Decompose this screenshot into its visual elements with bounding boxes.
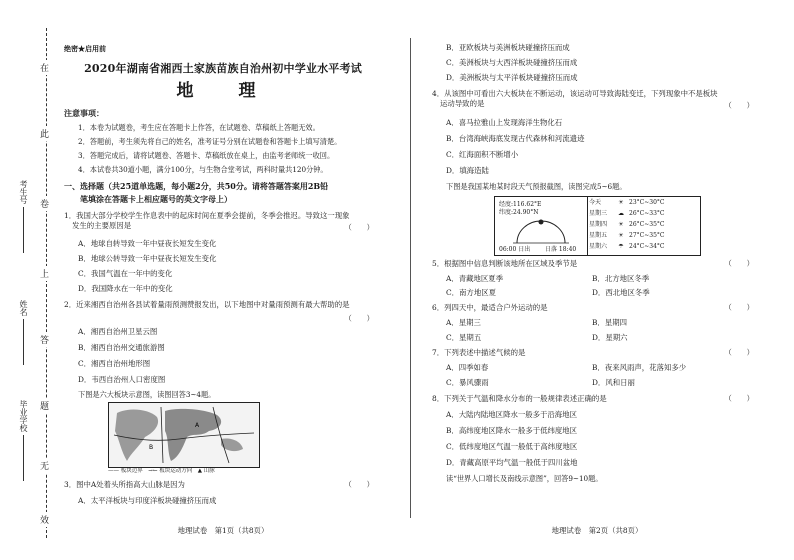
note-item: 1．本卷为试题卷，考生应在答题卡上作答，在试题卷、草稿纸上答题无效。 (78, 123, 320, 132)
weather-icon: ☁ (618, 210, 624, 218)
name-field[interactable] (18, 300, 29, 365)
question-text: 5．根据图中信息判断该地所在区域及季节是 (432, 259, 578, 268)
forecast-temp: 24°C~34°C (629, 243, 665, 251)
latitude: 纬度:24.90°N (499, 209, 539, 216)
note-item: 2．答题前，考生须先将自己的姓名，准考证号分别在试题卷和答题卡上填写清楚。 (78, 137, 342, 146)
option[interactable]: B．高纬度地区降水一般多于低纬度地区 (446, 426, 578, 435)
margin-char: 上 (40, 266, 49, 281)
question-6 (432, 303, 762, 313)
option[interactable]: B．台湾海峡海底发现古代森林和河流遗迹 (446, 134, 585, 143)
note-item: 4．本试卷共30道小题，满分100分，与生物合堂考试，两科时量共120分钟。 (78, 165, 328, 174)
plates-map (108, 402, 260, 468)
forecast-day: 星期三 (589, 210, 608, 218)
field-label: 毕业学校 (19, 400, 28, 432)
option[interactable]: A．太平洋板块与印度洋板块碰撞挤压而成 (78, 496, 217, 505)
option[interactable]: B．星期四 (592, 318, 627, 327)
forecast-temp: 23°C~30°C (629, 199, 665, 207)
map-label-b: B (149, 444, 154, 451)
option[interactable]: B．亚欧板块与美洲板块碰撞挤压而成 (446, 43, 570, 52)
margin-char: 此 (40, 126, 49, 141)
option[interactable]: C．暴风骤雨 (446, 378, 489, 387)
option[interactable]: A．湘西自治州卫星云图 (78, 327, 158, 336)
answer-paren: （ ） (724, 303, 754, 312)
option[interactable]: A．大陆内陆地区降水一般多于沿海地区 (446, 410, 577, 419)
option[interactable]: B．湘西自治州交通旅游图 (78, 343, 165, 352)
option[interactable]: A．星期三 (446, 318, 481, 327)
option[interactable]: D．星期六 (592, 333, 628, 342)
option[interactable]: D．填海造陆 (446, 166, 489, 175)
forecast-row (589, 220, 699, 231)
forecast-row (589, 242, 699, 253)
exam-title: 2020年湖南省湘西土家族苗族自治州初中学业水平考试 (84, 62, 362, 75)
margin-char: 效 (40, 512, 49, 527)
option[interactable]: B．北方地区冬季 (592, 274, 650, 283)
option[interactable]: B．地球公转导致一年中昼夜长短发生变化 (78, 254, 217, 263)
confidential-mark: 绝密★启用前 (64, 44, 106, 53)
question-text: 8．下列关于气温和降水分布的一般规律表述正确的是 (432, 394, 607, 403)
option[interactable]: B．夜来风雨声，花落知多少 (592, 363, 687, 372)
question-text: 发生的主要原因是 (72, 220, 132, 230)
margin-char: 卷 (40, 196, 49, 211)
forecast-row (589, 231, 699, 242)
page-footer: 地理试卷 第1页（共8页） (177, 526, 269, 535)
question-text: 6．列四天中，最适合户外运动的是 (432, 303, 548, 312)
sun-path-icon (513, 219, 569, 245)
answer-paren: （ ） (344, 480, 374, 489)
sunset-time: 日落 18:40 (545, 246, 577, 253)
sunrise-time: 06:00 日出 (499, 246, 531, 253)
section-heading-cont: 笔填涂在答题卡上相应题号的英文字母上） (80, 194, 232, 204)
q9-lead-text: 读“世界人口增长及南线示意图”，回答9~10题。 (446, 474, 603, 483)
margin-char: 在 (40, 60, 49, 75)
forecast-row (589, 209, 699, 220)
forecast-row (589, 198, 699, 209)
examinee-number-field[interactable] (18, 180, 29, 253)
daily-forecast (589, 198, 699, 253)
weather-icon: ☀ (618, 199, 624, 207)
option[interactable]: C．我国气温在一年中的变化 (78, 269, 173, 278)
question-text: 3．图中A处着头所指高大山脉是因为 (64, 480, 185, 489)
answer-paren: （ ） (724, 394, 754, 403)
margin-char: 题 (40, 398, 49, 413)
answer-paren: （ ） (724, 101, 754, 110)
forecast-day: 今天 (589, 199, 602, 207)
option[interactable]: C．星期五 (446, 333, 482, 342)
column-divider (410, 38, 411, 518)
option[interactable]: C．南方地区夏 (446, 288, 496, 297)
question-text: 1．我国大部分学校学生作息表中的起床时间在夏季会提前，冬季会推迟。导致这一现象 (64, 211, 350, 220)
option[interactable]: D．青藏高原平均气温一般低于四川盆地 (446, 458, 578, 467)
longitude: 经度:116.62°E (499, 201, 542, 208)
question-7 (432, 348, 762, 358)
map-lead-text: 下图是六大板块示意图，读图回答3~4题。 (78, 390, 216, 399)
option[interactable]: A．地球自转导致一年中昼夜长短发生变化 (78, 239, 217, 248)
note-item: 3．答题完成后，请将试题卷、答题卡、草稿纸放在桌上，由监考老师统一收回。 (78, 151, 335, 160)
option[interactable]: D．我国降水在一年中的变化 (78, 284, 173, 293)
forecast-day: 星期四 (589, 221, 608, 229)
weather-forecast-panel (494, 196, 701, 256)
question-text: 运动导致的是 (440, 98, 485, 108)
question-3 (64, 480, 382, 490)
margin-char: 无 (40, 458, 49, 473)
forecast-day: 星期五 (589, 232, 608, 240)
question-text: 2．近来湘西自治州各县试着量雨预测赞报发出，以下地图中对量雨预测有最大帮助的是 (64, 300, 350, 309)
map-legend: —— 板块边界 →← 板块运动方向 ▲ 山脉 (108, 468, 215, 474)
option[interactable]: A．喜马拉雅山上发现海洋生物化石 (446, 118, 563, 127)
location-panel (495, 197, 588, 255)
answer-paren: （ ） (344, 314, 374, 323)
world-map-image (109, 403, 259, 467)
weather-lead-text: 下图是我国某地某时段天气预报截图，读图完成5~6题。 (446, 182, 627, 191)
option[interactable]: A．四季如春 (446, 363, 489, 372)
weather-icon: ☀ (618, 221, 624, 229)
question-4 (432, 89, 762, 109)
option[interactable]: C．湘西自治州地形图 (78, 359, 151, 368)
section-heading: 一、选择题（共25道单选题，每小题2分，共50分。请将答题答案用2B铅 (64, 181, 329, 191)
forecast-temp: 26°C~35°C (629, 221, 665, 229)
option[interactable]: C．低纬度地区气温一般低于高纬度地区 (446, 442, 578, 451)
weather-icon: ☀ (618, 232, 624, 240)
forecast-day: 星期六 (589, 243, 608, 251)
notes-heading: 注意事项： (64, 108, 104, 118)
option[interactable]: C．美洲板块与大西洋板块碰撞挤压而成 (446, 58, 578, 67)
answer-paren: （ ） (724, 348, 754, 357)
option[interactable]: D．韦西自治州人口密度图 (78, 375, 166, 384)
margin-char: 答 (40, 332, 49, 347)
answer-paren: （ ） (724, 259, 754, 268)
option[interactable]: D．风和日丽 (592, 378, 635, 387)
option[interactable]: A．青藏地区夏季 (446, 274, 504, 283)
option[interactable]: C．红海面积不断增小 (446, 150, 519, 159)
field-label: 考生号 (19, 180, 28, 204)
question-1 (64, 211, 382, 231)
option[interactable]: D．美洲板块与太平洋板块碰撞挤压而成 (446, 73, 578, 82)
option[interactable]: D．西北地区冬季 (592, 288, 650, 297)
question-8 (432, 394, 762, 404)
question-5 (432, 259, 762, 269)
map-label-a: A (195, 422, 200, 429)
answer-paren: （ ） (344, 223, 374, 232)
school-field[interactable] (18, 400, 29, 481)
question-text: 7．下列表述中描述气候的是 (432, 348, 526, 357)
subject-title: 地 理 (176, 81, 270, 101)
weather-icon: ☂ (618, 243, 624, 251)
page-footer: 地理试卷 第2页（共8页） (551, 526, 643, 535)
field-label: 姓名 (19, 300, 28, 316)
question-text: 4．从该图中可看出六大板块在不断运动，该运动可导致海陆变迁，下列现象中不是板块 (432, 89, 718, 98)
forecast-temp: 26°C~33°C (629, 210, 665, 218)
forecast-temp: 27°C~35°C (629, 232, 665, 240)
question-2 (64, 300, 382, 323)
